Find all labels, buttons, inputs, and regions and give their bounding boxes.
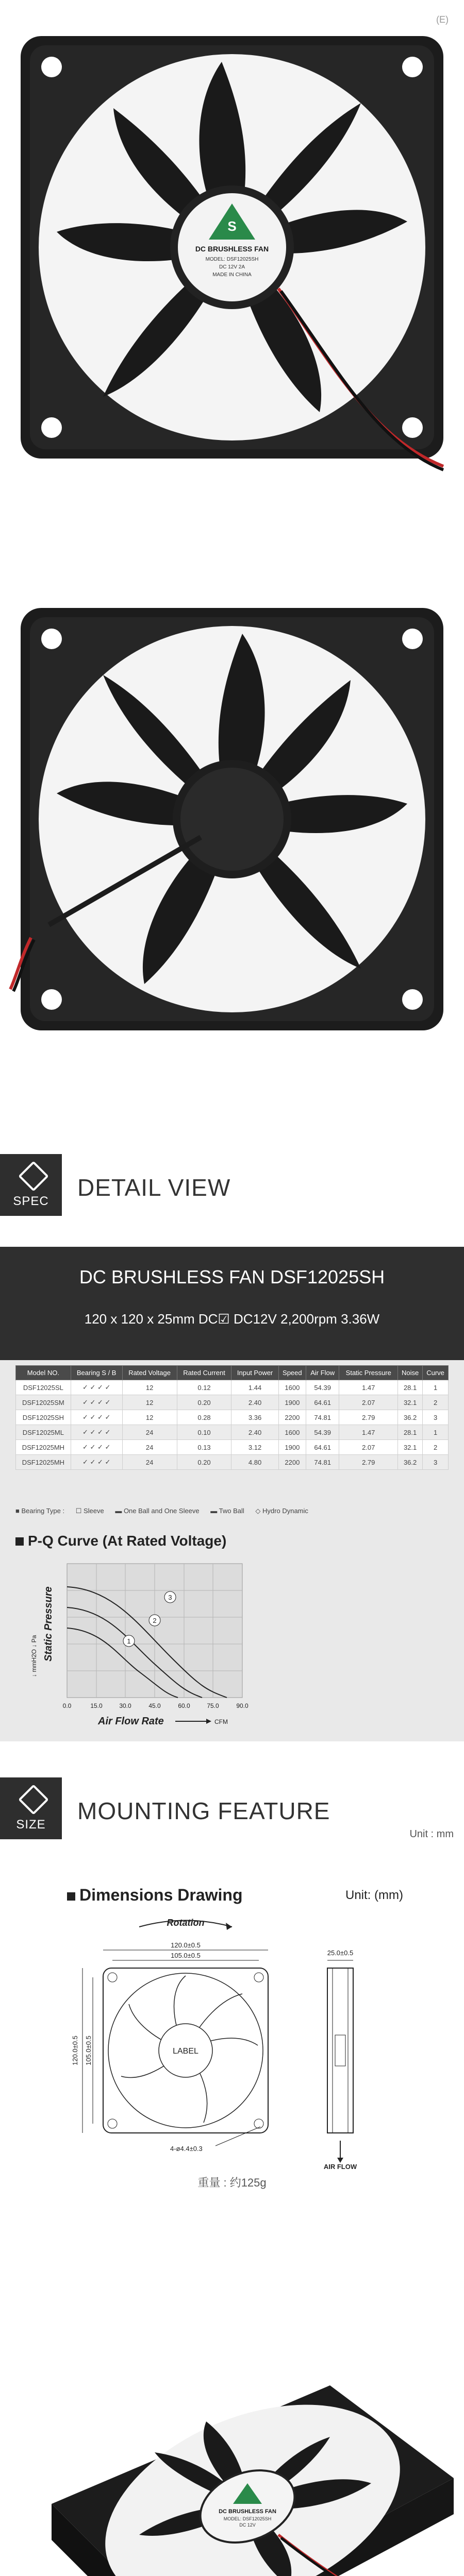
x-tick: 60.0 [178,1702,190,1709]
table-cell: DSF12025SH [16,1410,71,1425]
legend-item: ■ Bearing Type : [15,1507,65,1515]
table-cell: 28.1 [398,1380,423,1395]
spec-card [0,1247,464,1741]
table-cell: 24 [122,1425,177,1440]
table-cell: 0.12 [177,1380,231,1395]
table-row [16,1455,449,1470]
table-row [16,1380,449,1395]
table-cell: 3 [423,1410,449,1425]
table-cell: 24 [122,1455,177,1470]
bearing-legend [15,1507,449,1515]
detail-view-header [0,1154,464,1221]
table-cell: 36.2 [398,1455,423,1470]
pq-curve-title-text: P-Q Curve (At Rated Voltage) [28,1533,227,1549]
x-axis-label: Air Flow Rate [98,1716,164,1727]
table-cell: ✓ ✓ ✓ ✓ [71,1425,122,1440]
spec-card-title: DC BRUSHLESS FAN DSF12025SH [79,1266,385,1287]
label-rating: DC 12V 2A [219,264,245,270]
table-cell: 4.80 [231,1455,278,1470]
table-cell: 12 [122,1410,177,1425]
table-cell: DSF12025ML [16,1425,71,1440]
table-cell: 28.1 [398,1425,423,1440]
column-header: Curve [423,1366,449,1380]
rotation-label: Rotation [167,1918,205,1928]
dim-side-height: 120.0±0.5 [71,2036,79,2065]
table-cell: DSF12025MH [16,1440,71,1455]
table-cell: 36.2 [398,1410,423,1425]
fan-hub-label: LABEL [173,2047,198,2056]
x-tick: 45.0 [148,1702,161,1709]
spec-tag-label: SPEC [13,1194,49,1208]
table-cell: 2.40 [231,1425,278,1440]
table-cell: 2 [423,1440,449,1455]
legend-item: ▬ One Ball and One Sleeve [115,1507,200,1515]
column-header: Model NO. [16,1366,71,1380]
airflow-label: AIR FLOW [323,2163,357,2171]
column-header: Noise [398,1366,423,1380]
dimensions-title-text: Dimensions Drawing [79,1886,243,1904]
y-axis-label: Static Pressure [43,1586,54,1662]
table-row [16,1395,449,1410]
table-cell: 1 [423,1380,449,1395]
angled-label-rating: DC 12V [239,2522,256,2528]
table-cell: 2.79 [339,1455,398,1470]
size-tag [0,1777,62,1839]
column-header: Speed [278,1366,306,1380]
table-cell: 0.10 [177,1425,231,1440]
table-cell: 2.07 [339,1440,398,1455]
detail-view-title: DETAIL VIEW [77,1174,231,1201]
table-cell: 1900 [278,1440,306,1455]
square-bullet-icon [67,1892,75,1901]
table-cell: 3.36 [231,1410,278,1425]
legend-item: ▬ Two Ball [210,1507,244,1515]
angled-label-brand: DC BRUSHLESS FAN [219,2509,276,2515]
spec-table [15,1365,449,1470]
x-tick: 30.0 [119,1702,131,1709]
spec-card-header [0,1247,464,1360]
table-cell: 3 [423,1455,449,1470]
table-cell: 2 [423,1395,449,1410]
dimensions-title [67,1886,243,1905]
table-cell: 32.1 [398,1395,423,1410]
column-header: Input Power [231,1366,278,1380]
column-header: Rated Current [177,1366,231,1380]
column-header: Air Flow [306,1366,339,1380]
table-cell: 3.12 [231,1440,278,1455]
angled-product-photo [0,2308,464,2576]
mounting-feature-header [0,1777,464,1844]
legend-item: ◇ Hydro Dynamic [255,1507,308,1515]
table-cell: 74.81 [306,1410,339,1425]
column-header: Rated Voltage [122,1366,177,1380]
svg-text:S: S [227,218,237,234]
dim-thickness: 25.0±0.5 [327,1949,354,1957]
square-bullet-icon [15,1537,24,1546]
table-cell: 2.79 [339,1410,398,1425]
spec-card-subtitle: 120 x 120 x 25mm DC☑ DC12V 2,200rpm 3.36W [84,1311,380,1327]
pq-curve-chart [0,1558,464,1734]
dim-hole-spacing: 105.0±0.5 [171,1952,201,1959]
y-axis-units: ↓ mmH2O ↓ Pa [30,1635,38,1677]
back-product-photo [0,598,464,1051]
diamond-icon [18,1784,48,1815]
fan-angled-image [0,2308,464,2576]
table-row [16,1440,449,1455]
pq-curve-title [15,1533,226,1549]
x-tick: 90.0 [236,1702,248,1709]
table-cell: 1600 [278,1380,306,1395]
label-origin: MADE IN CHINA [212,272,252,278]
angled-label-model: MODEL: DSF12025SH [223,2516,272,2521]
fan-back-image [0,598,464,1051]
column-header: Bearing S / B [71,1366,122,1380]
unit-note: Unit : mm [409,1828,454,1840]
legend-item: ☐ Sleeve [75,1507,104,1515]
table-cell: 74.81 [306,1455,339,1470]
table-cell: DSF12025SL [16,1380,71,1395]
table-cell: 2.40 [231,1395,278,1410]
curve-label-1: 1 [127,1637,131,1645]
table-cell: ✓ ✓ ✓ ✓ [71,1395,122,1410]
table-cell: 2200 [278,1455,306,1470]
x-tick: 15.0 [90,1702,103,1709]
size-tag-label: SIZE [16,1818,46,1832]
fan-front-image [0,0,464,495]
dim-side-hole: 105.0±0.5 [85,2036,92,2065]
curve-label-2: 2 [153,1617,157,1624]
table-cell: 1.44 [231,1380,278,1395]
table-cell: ✓ ✓ ✓ ✓ [71,1410,122,1425]
table-cell: 12 [122,1395,177,1410]
table-cell: 54.39 [306,1380,339,1395]
table-cell: 1 [423,1425,449,1440]
table-cell: ✓ ✓ ✓ ✓ [71,1455,122,1470]
table-cell: 2200 [278,1410,306,1425]
spec-table-header [16,1366,449,1380]
dim-outer-width: 120.0±0.5 [171,1941,201,1949]
table-cell: 54.39 [306,1425,339,1440]
table-cell: 1900 [278,1395,306,1410]
table-row [16,1425,449,1440]
diamond-icon [18,1161,48,1191]
table-cell: 0.28 [177,1410,231,1425]
table-cell: 2.07 [339,1395,398,1410]
x-axis-unit: CFM [214,1718,228,1725]
column-header: Static Pressure [339,1366,398,1380]
table-cell: 12 [122,1380,177,1395]
weight-note: 重量 : 约125g [197,2176,267,2189]
corner-mark: (E) [436,14,449,25]
table-cell: 64.61 [306,1440,339,1455]
table-cell: 0.20 [177,1395,231,1410]
table-cell: ✓ ✓ ✓ ✓ [71,1380,122,1395]
x-tick: 75.0 [207,1702,219,1709]
table-cell: DSF12025MH [16,1455,71,1470]
table-cell: 32.1 [398,1440,423,1455]
mounting-feature-title: MOUNTING FEATURE [77,1798,330,1824]
table-cell: 0.20 [177,1455,231,1470]
spec-tag [0,1154,62,1216]
table-cell: 0.13 [177,1440,231,1455]
front-product-photo [0,0,464,495]
curve-label-3: 3 [168,1594,172,1601]
dimensions-drawing [0,1865,464,2189]
x-tick: 0.0 [62,1702,72,1709]
dimensions-unit: Unit: (mm) [345,1888,403,1902]
table-cell: 24 [122,1440,177,1455]
label-brand-text: DC BRUSHLESS FAN [195,245,269,253]
table-cell: 1.47 [339,1425,398,1440]
table-cell: DSF12025SM [16,1395,71,1410]
label-model: MODEL: DSF12025SH [205,257,259,262]
table-cell: 1.47 [339,1380,398,1395]
table-cell: ✓ ✓ ✓ ✓ [71,1440,122,1455]
dimension-sketch [0,1911,464,2169]
table-row [16,1410,449,1425]
table-cell: 64.61 [306,1395,339,1410]
hole-note: 4-ø4.4±0.3 [170,2145,203,2153]
table-cell: 1600 [278,1425,306,1440]
